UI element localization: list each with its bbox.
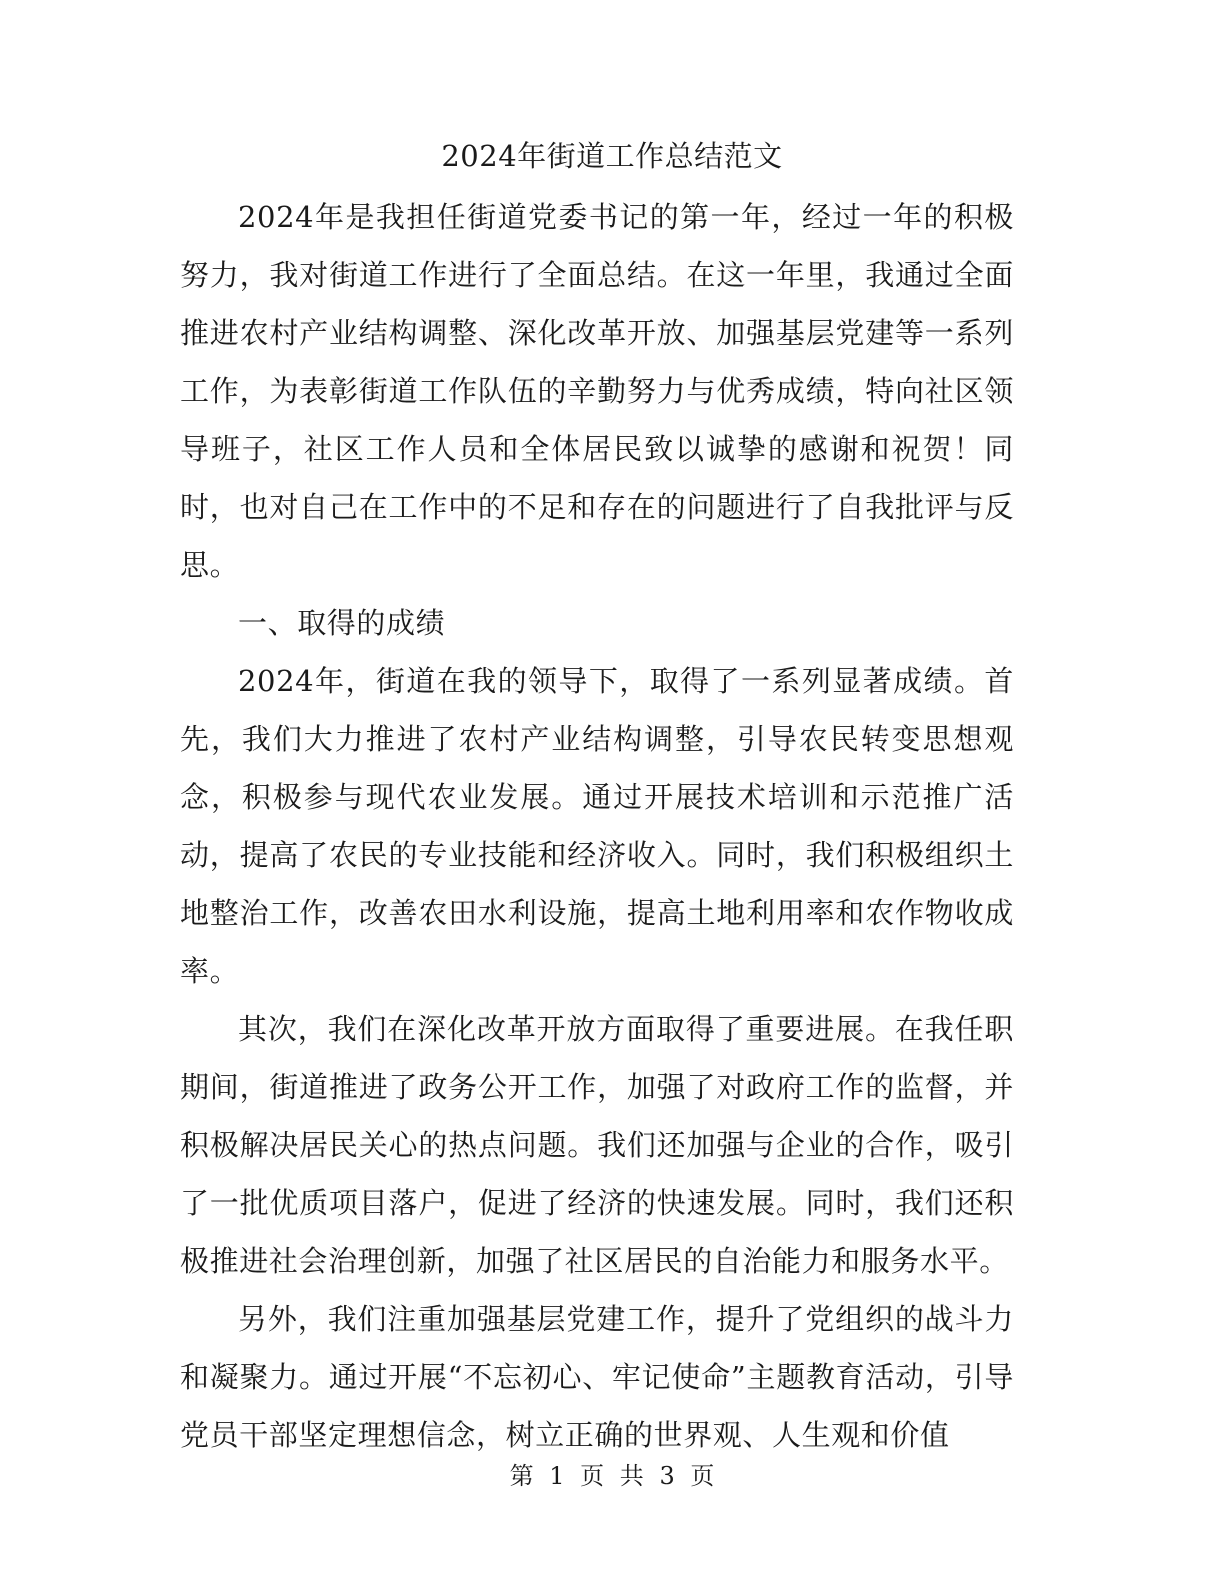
document-title: 2024年街道工作总结范文 xyxy=(441,139,783,173)
page-footer: 第 1 页 共 3 页 xyxy=(509,1462,715,1490)
section-paragraph-2: 其次，我们在深化改革开放方面取得了重要进展。在我任职期间，街道推进了政务公开工作，加强了对政府工作的监督，并积极解决居民关心的热点问题。我们还加强与企业的合作，吸引了一批优质项目落户，促进了经济的快速发展。同时，我们还积极推进社会治理创新，加强了社区居民的自治能力和服务水平。 xyxy=(180,1012,1014,1278)
intro-paragraph: 2024年是我担任街道党委书记的第一年，经过一年的积极努力，我对街道工作进行了全面总结。在这一年里，我通过全面推进农村产业结构调整、深化改革开放、加强基层党建等一系列工作，为表彰街道工作队伍的辛勤努力与优秀成绩，特向社区领导班子，社区工作人员和全体居民致以诚挚的感谢和祝贺！同时，也对自己在工作中的不足和存在的问题进行了自我批评与反思。 xyxy=(180,200,1014,582)
section-paragraph-1: 2024年，街道在我的领导下，取得了一系列显著成绩。首先，我们大力推进了农村产业结构调整，引导农民转变思想观念，积极参与现代农业发展。通过开展技术培训和示范推广活动，提高了农民的专业技能和经济收入。同时，我们积极组织土地整治工作，改善农田水利设施，提高土地利用率和农作物收成率。 xyxy=(180,664,1014,988)
section-heading: 一、取得的成绩 xyxy=(238,606,446,640)
document-body xyxy=(180,188,1014,1464)
section-paragraph-3: 另外，我们注重加强基层党建工作，提升了党组织的战斗力和凝聚力。通过开展“不忘初心、牢记使命”主题教育活动，引导党员干部坚定理想信念，树立正确的世界观、人生观和价值 xyxy=(180,1302,1014,1452)
